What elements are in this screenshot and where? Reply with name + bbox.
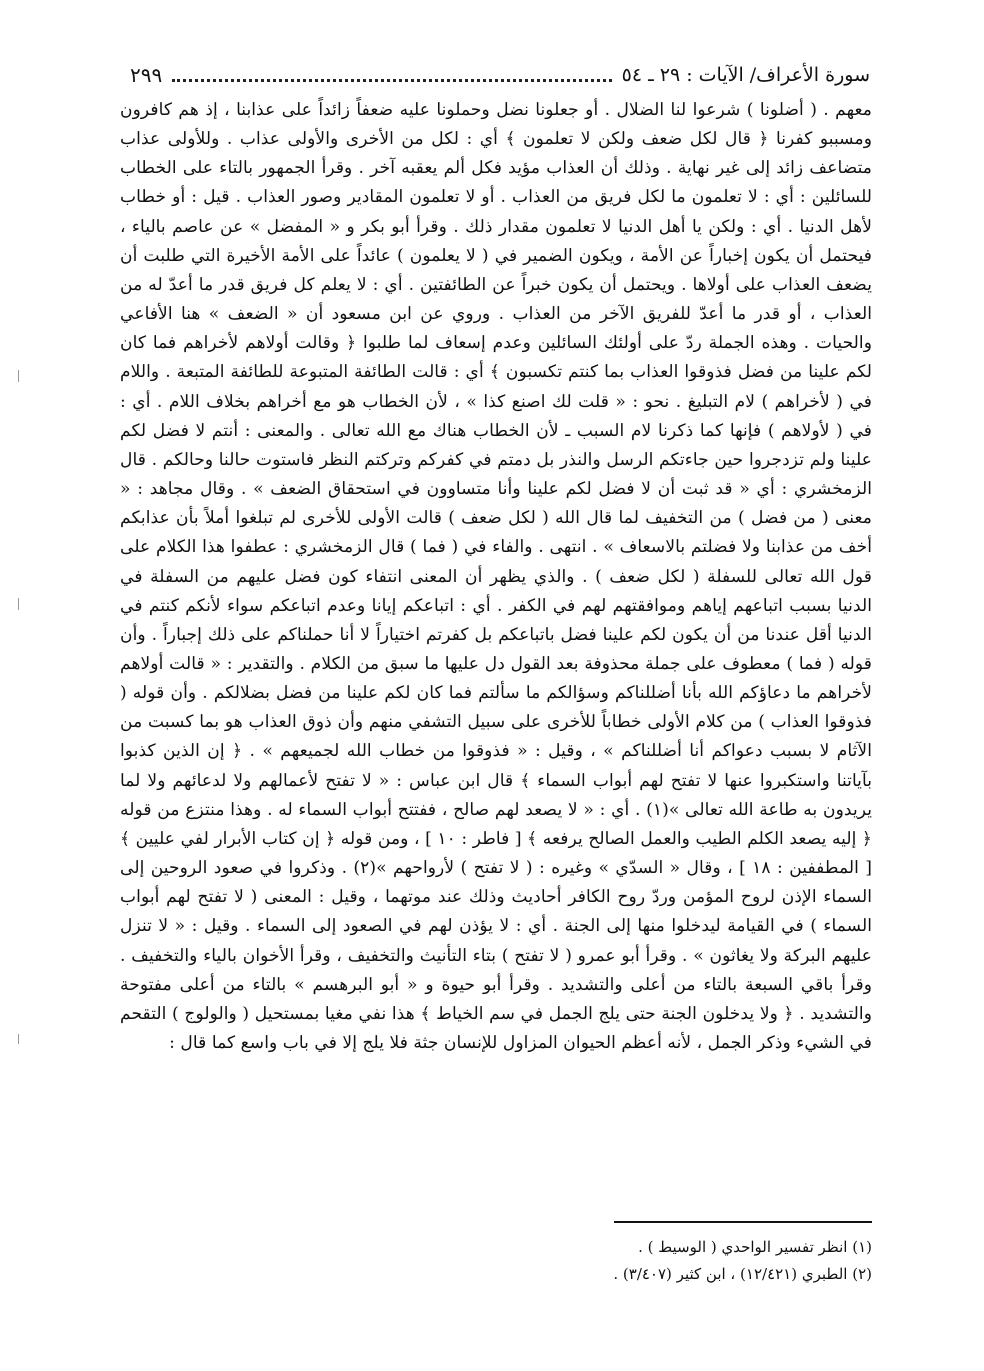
margin-mark (18, 1034, 19, 1044)
margin-mark (18, 598, 19, 610)
footnote-separator (614, 1221, 872, 1223)
page-header (130, 58, 870, 92)
footnote-2: (٢) الطبري (١٢/٤٢١) ، ابن كثير (٣/٤٠٧) . (613, 1265, 872, 1283)
footnotes (420, 1234, 872, 1288)
footnote-1: (١) انظر تفسير الواحدي ( الوسيط ) . (638, 1238, 872, 1256)
commentary-paragraph: معهم . ( أضلونا ) شرعوا لنا الضلال . أو جعلونا نضل وحملونا عليه ضعفاً زائداً على عذابنا ، إذ هم كافرون ومسببو كفرنا ﴿ قال لكل ضعف ولكن لا تعلمون ﴾ أي : لكل من الأخرى والأولى عذاب . وللأولى عذاب متضاعف زائد إلى غير نهاية . وذلك أن العذاب مؤيد فكل ألم يعقبه آخر . وقرأ الجمهور بالتاء على الخطاب للسائلين : أي : لا تعلمون ما لكل فريق من العذاب . أو لا تعلمون المقادير وصور العذاب . قيل : أو خطاب لأهل الدنيا . أي : ولكن يا أهل الدنيا لا تعلمون مقدار ذلك . وقرأ أبو بكر و « المفضل » عن عاصم بالياء ، فيحتمل أن يكون إخباراً عن الأمة ، ويكون الضمير في ( لا يعلمون ) عائداً على الأمة الأخيرة التي طلبت أن يضعف العذاب على أولاها . ويحتمل أن يكون خبراً عن الطائفتين . أي : لا يعلم كل فريق قدر ما أعدّ له من العذاب ، أو قدر ما أعدّ للفريق الآخر من العذاب . وروي عن ابن مسعود أن « الضعف » هنا الأفاعي والحيات . وهذه الجملة ردّ على أولئك السائلين وعدم إسعاف لما طلبوا ﴿ وقالت أولاهم لأخراهم فما كان لكم علينا من فضل فذوقوا العذاب بما كنتم تكسبون ﴾ أي : قالت الطائفة المتبوعة للطائفة المتبعة . واللام في ( لأخراهم ) لام التبليغ . نحو : « قلت لك اصنع كذا » ، لأن الخطاب هو مع أخراهم بخلاف اللام . أي : في ( لأولاهم ) فإنها كما ذكرنا لام السبب ـ لأن الخطاب هناك مع الله تعالى . والمعنى : أنتم لا فضل لكم علينا ولم تزدجروا حين جاءتكم الرسل والنذر بل دمتم في كفركم وتركتم النظر فاستوت حالنا وحالكم . قال الزمخشري : أي « قد ثبت أن لا فضل لكم علينا وأنا متساوون في استحقاق الضعف » . وقال مجاهد : « معنى ( من فضل ) من التخفيف لما قال الله ( لكل ضعف ) قالت الأولى للأخرى لم تبلغوا أملاً بأن عذابكم أخف من عذابنا ولا فضلتم بالاسعاف » . انتهى . والفاء في ( فما ) قال الزمخشري : عطفوا هذا الكلام على قول الله تعالى للسفلة ( لكل ضعف ) . والذي يظهر أن المعنى انتفاء كون فضل عليهم من السفلة في الدنيا بسبب اتباعهم إياهم وموافقتهم لهم في الكفر . أي : اتباعكم إيانا وعدم اتباعكم سواء لأنكم كنتم في الدنيا أقل عندنا من أن يكون لكم علينا فضل باتباعكم بل كفرتم اختياراً لا أنا حملناكم على ذلك إجباراً . وأن قوله ( فما ) معطوف على جملة محذوفة بعد القول دل عليها ما سبق من الكلام . والتقدير : « قالت أولاهم لأخراهم ما دعاؤكم الله بأنا أضللناكم وسؤالكم ما سألتم فما كان لكم علينا من فضل بضلالكم . وأن قوله ( فذوقوا العذاب ) من كلام الأولى خطاباً للأخرى على سبيل التشفي منهم وأن ذوق العذاب هو بما كسبت من الآثام لا بسبب دعواكم أنا أضللناكم » ، وقيل : « فذوقوا من خطاب الله لجميعهم » . ﴿ إن الذين كذبوا بآياتنا واستكبروا عنها لا تفتح لهم أبواب السماء ﴾ قال ابن عباس : « لا تفتح لأعمالهم ولا لدعائهم ولا لما يريدون به طاعة الله تعالى »(١) . أي : « لا يصعد لهم صالح ، ففتتح أبواب السماء له . وهذا منتزع من قوله ﴿ إليه يصعد الكلم الطيب والعمل الصالح يرفعه ﴾ [ فاطر : ١٠ ] ، ومن قوله ﴿ إن كتاب الأبرار لفي عليين ﴾ [ المطففين : ١٨ ] ، وقال « السدّي » وغيره : ( لا تفتح ) لأرواحهم »(٢) . وذكروا في صعود الروحين إلى السماء الإذن لروح المؤمن وردّ روح الكافر أحاديث وذلك عند موتهما ، وقيل : المعنى ( لا تفتح لهم أبواب السماء ) في القيامة ليدخلوا منها إلى الجنة . أي : لا يؤذن لهم في الصعود إلى السماء . وقيل : « لا تنزل عليهم البركة ولا يغاثون » . وقرأ أبو عمرو ( لا تفتح ) بتاء التأنيث والتخفيف ، وقرأ الأخوان بالياء والتخفيف . وقرأ باقي السبعة بالتاء من أعلى والتشديد . وقرأ أبو حيوة و « أبو البرهسم » بالتاء من أعلى مفتوحة والتشديد . ﴿ ولا يدخلون الجنة حتى يلج الجمل في سم الخياط ﴾ هذا نفي مغيا بمستحيل ( والولوج ) التقحم في الشيء وذكر الجمل ، لأنه أعظم الحيوان المزاول للإنسان جثة فلا يلج إلا في باب واسع كما قال : (120, 100, 872, 1053)
running-title: سورة الأعراف/ الآيات : ٢٩ ـ ٥٤ (621, 64, 870, 86)
header-dot-leader (172, 77, 611, 82)
margin-mark (18, 370, 19, 382)
commentary-body (120, 96, 872, 1058)
page-number: ٢٩٩ (130, 63, 163, 87)
